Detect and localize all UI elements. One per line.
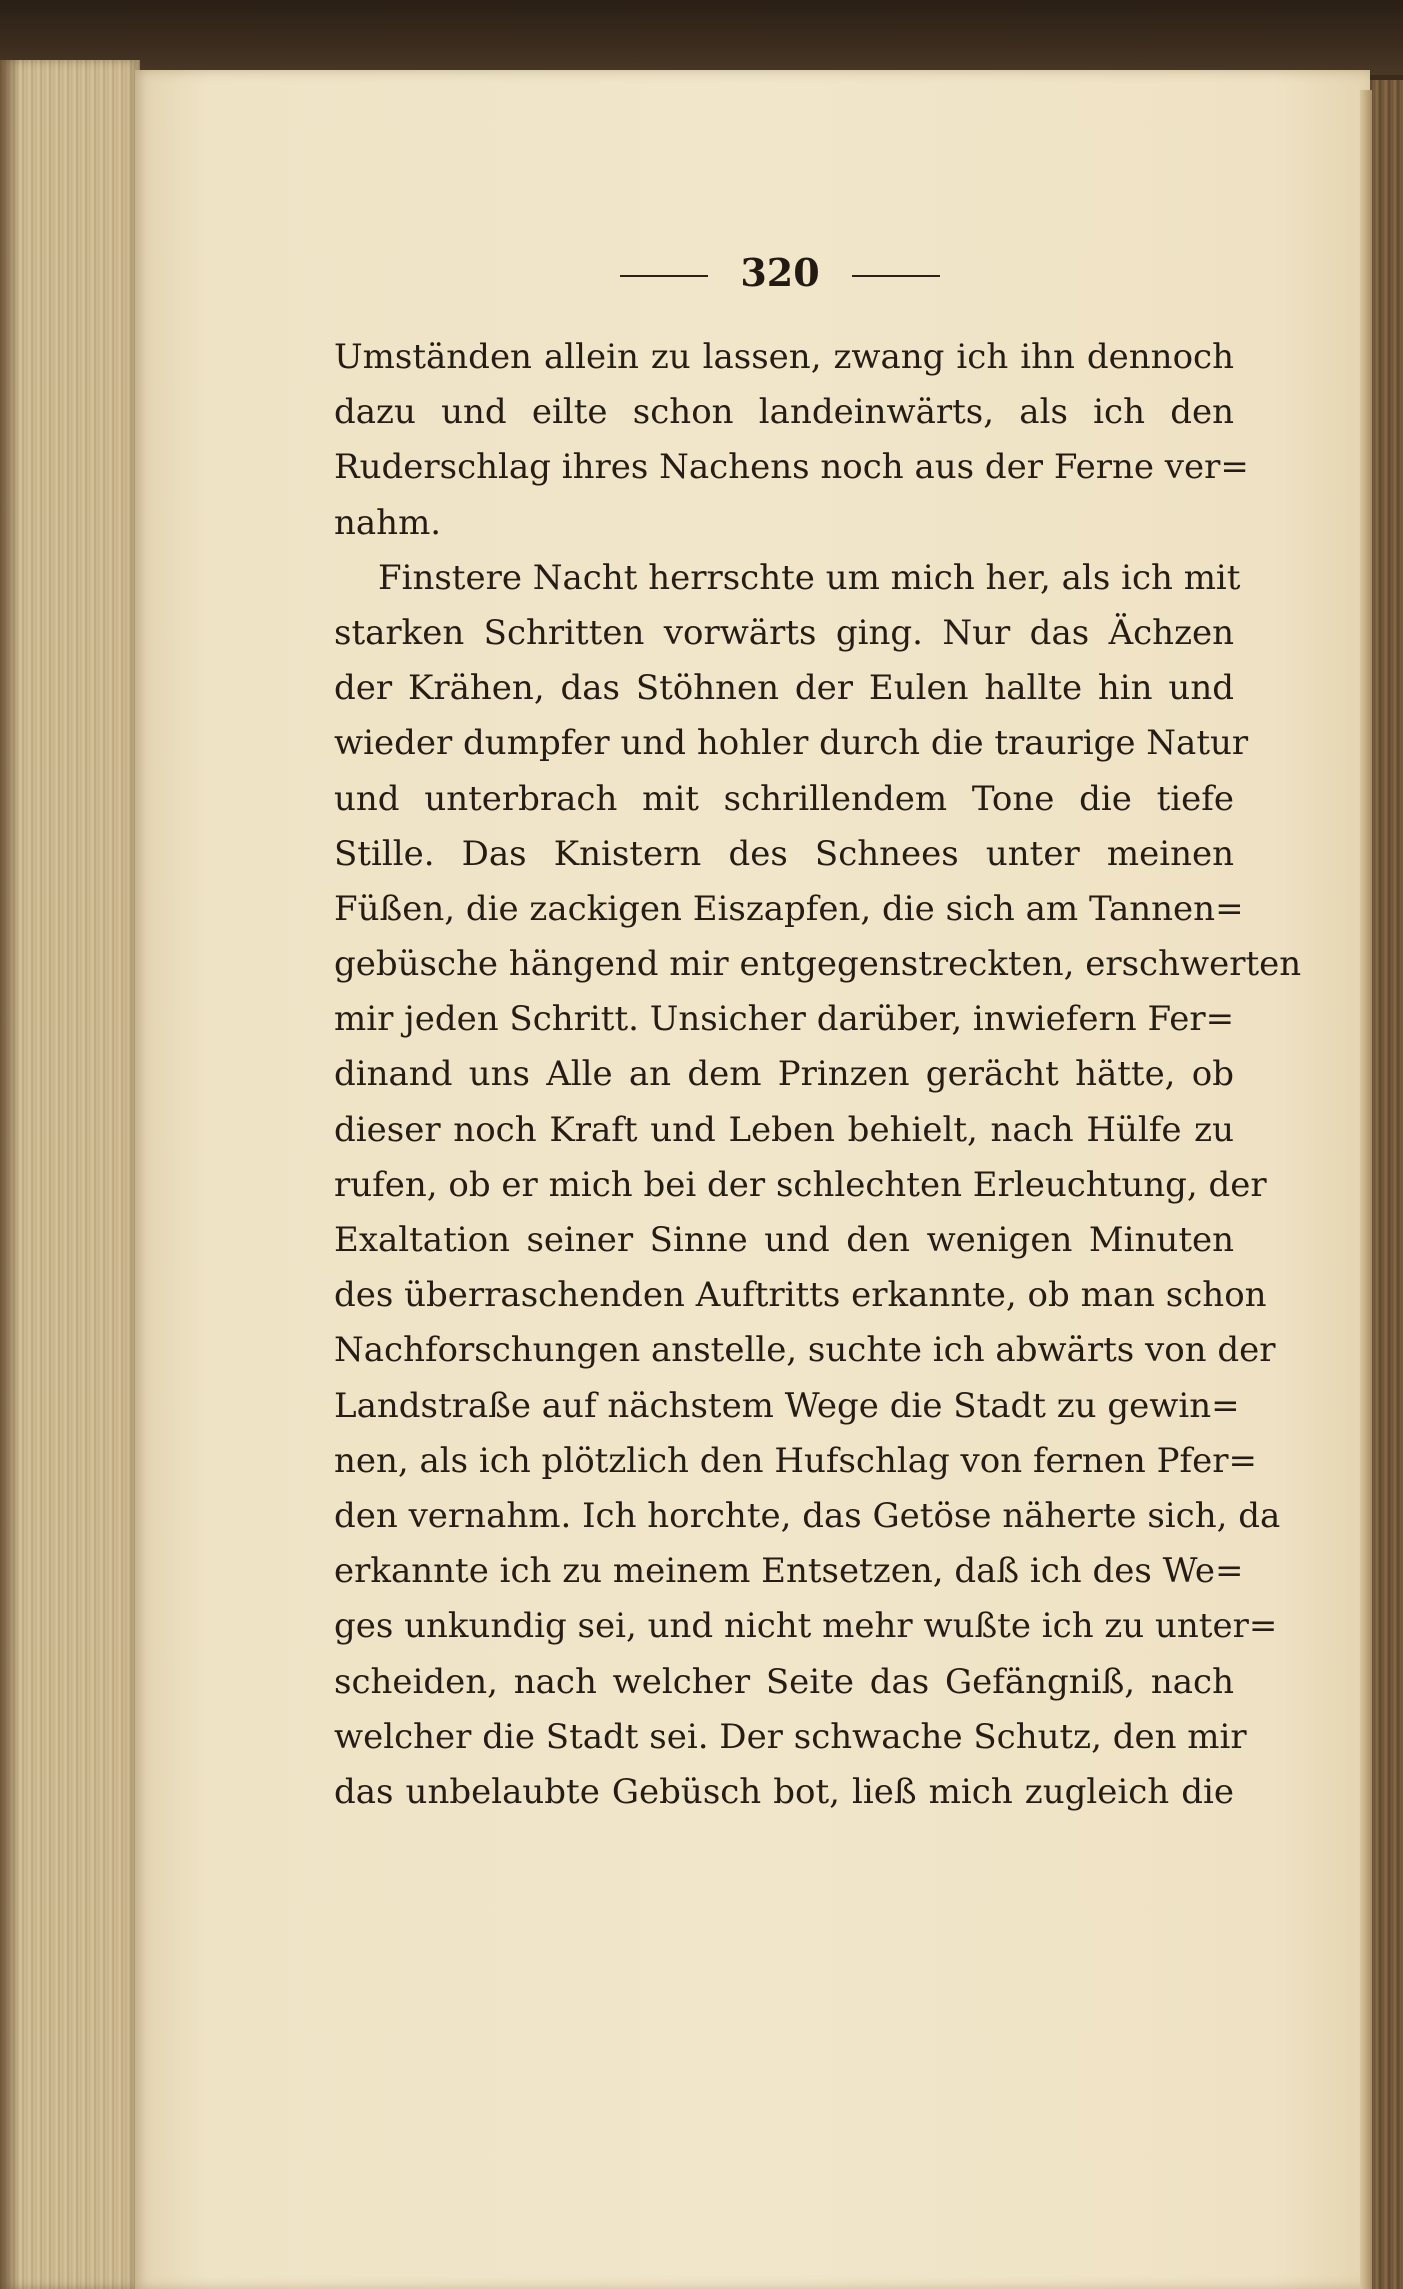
page-header xyxy=(620,248,940,298)
text-line: Nachforschungen anstelle, suchte ich abwärts von der xyxy=(334,1330,1276,1371)
book-cover-top xyxy=(0,0,1403,75)
text-line: Füßen, die zackigen Eiszapfen, die sich am Tannen= xyxy=(334,888,1244,929)
text-line: rufen, ob er mich bei der schlechten Erleuchtung, der xyxy=(334,1164,1267,1205)
text-line: welcher die Stadt sei. Der schwache Schutz, den mir xyxy=(334,1716,1247,1757)
text-line: Umständen allein zu lassen, zwang ich ihn dennoch xyxy=(334,337,1234,377)
header-rule-left xyxy=(620,275,708,277)
text-line: dinand uns Alle an dem Prinzen gerächt hätte, ob xyxy=(334,1054,1234,1095)
text-line: Exaltation seiner Sinne und den wenigen Minuten xyxy=(334,1220,1234,1260)
text-line: Finstere Nacht herrschte um mich her, als ich mit xyxy=(378,557,1241,598)
text-line: dieser noch Kraft und Leben behielt, nach Hülfe zu xyxy=(334,1109,1234,1150)
page-number: 320 xyxy=(740,250,820,295)
text-line: scheiden, nach welcher Seite das Gefängniß, nach xyxy=(334,1661,1234,1702)
text-line: Landstraße auf nächstem Wege die Stadt zu gewin= xyxy=(334,1385,1240,1426)
text-line: der Krähen, das Stöhnen der Eulen hallte hin und xyxy=(334,668,1234,709)
text-line: dazu und eilte schon landeinwärts, als ich den xyxy=(334,392,1234,433)
text-line: Stille. Das Knistern des Schnees unter meinen xyxy=(334,833,1234,874)
page-edges-left xyxy=(0,60,140,2289)
text-line: wieder dumpfer und hohler durch die traurige Natur xyxy=(334,723,1249,764)
text-line: starken Schritten vorwärts ging. Nur das Ächzen xyxy=(334,612,1234,653)
text-line: nen, als ich plötzlich den Hufschlag von fernen Pfer= xyxy=(334,1440,1257,1481)
text-line: das unbelaubte Gebüsch bot, ließ mich zugleich die xyxy=(334,1771,1234,1812)
body-text xyxy=(334,330,1302,1820)
text-line: des überraschenden Auftritts erkannte, ob man schon xyxy=(334,1275,1267,1316)
header-rule-right xyxy=(852,275,940,277)
text-line: gebüsche hängend mir entgegenstreckten, erschwerten xyxy=(334,944,1302,985)
text-line: und unterbrach mit schrillendem Tone die tiefe xyxy=(334,778,1234,819)
text-line: erkannte ich zu meinem Entsetzen, daß ich des We= xyxy=(334,1551,1244,1592)
text-line: nahm. xyxy=(334,502,442,543)
text-line: Ruderschlag ihres Nachens noch aus der Ferne ver= xyxy=(334,447,1249,488)
text-line: mir jeden Schritt. Unsicher darüber, inwiefern Fer= xyxy=(334,999,1235,1040)
text-line: den vernahm. Ich horchte, das Getöse näherte sich, da xyxy=(334,1495,1281,1536)
text-line: ges unkundig sei, und nicht mehr wußte ich zu unter= xyxy=(334,1606,1278,1647)
page-edges-shadow xyxy=(0,60,20,2289)
page-edge-right xyxy=(1360,90,1372,2289)
